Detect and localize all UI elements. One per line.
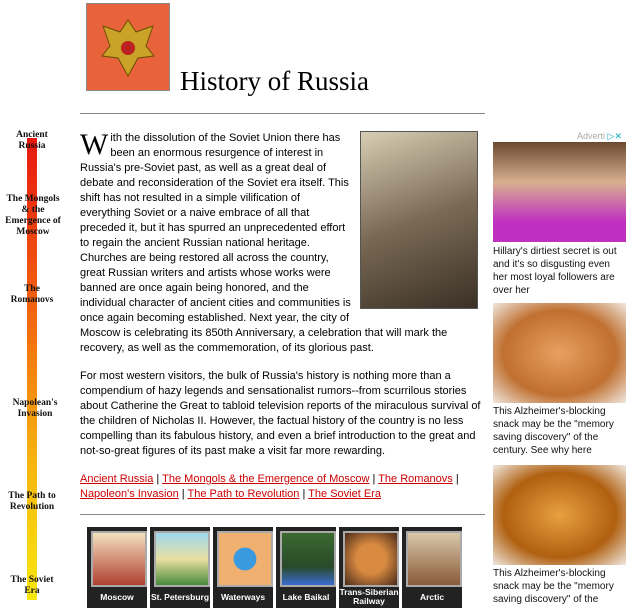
kremlin-illustration bbox=[360, 131, 478, 309]
ad-image bbox=[493, 303, 626, 403]
thumb-trans-siberian[interactable] bbox=[339, 527, 399, 608]
ad-label-text: Adverti bbox=[577, 131, 606, 141]
intro-text: ith the dissolution of the Soviet Union there has been an enormous resurgence of interest in Russia's pre-Soviet past, as well as a great deal of debate and reconsideration of the Soviet era itself. This shift has not resulted in a simple vilification of everything Soviet or a naive embrace of all that preceded it, but it has spurred an unprecedented effort to regain the ancient Russian national heritage. Churches are being restored all across the country, great Russian writers and artists whose works were banned are once again being honored, and the individual character of ancient cities and communities is once again becoming established. Next year, the city of Moscow is celebrating its 850th Anniversary, a celebration that will mark the recovery, as well as the commemoration, of its glorious past. bbox=[80, 132, 448, 354]
page-title: History of Russia bbox=[180, 66, 369, 96]
timeline-napoleon[interactable]: Napolean's Invasion bbox=[12, 398, 58, 419]
timeline-path-to-revolution[interactable]: The Path to Revolution bbox=[8, 491, 56, 512]
drop-cap: W bbox=[80, 128, 109, 161]
divider bbox=[80, 113, 485, 114]
thumbnail-row bbox=[87, 527, 486, 608]
section-links: Ancient Russia | The Mongols & the Emergence of Moscow | The Romanovs | Napoleon's Invasion | The Path to Revolution | The Soviet Era bbox=[80, 473, 459, 500]
ad-label bbox=[577, 131, 622, 142]
thumb-label: Waterways bbox=[220, 591, 266, 602]
thumb-arctic[interactable] bbox=[402, 527, 462, 608]
thumb-label: St. Petersburg bbox=[150, 591, 210, 602]
ad-item[interactable] bbox=[493, 142, 627, 297]
link-romanovs[interactable]: The Romanovs bbox=[378, 473, 453, 485]
thumb-waterways[interactable] bbox=[213, 527, 273, 608]
ad-text: This Alzheimer's-blocking snack may be the "memory saving discovery" of the bbox=[493, 568, 614, 605]
russian-emblem bbox=[86, 3, 170, 91]
adchoices-icon[interactable]: ▷ bbox=[607, 131, 615, 141]
thumb-moscow[interactable] bbox=[87, 527, 147, 608]
thumb-st-petersburg[interactable] bbox=[150, 527, 210, 608]
timeline-ancient-russia[interactable]: Ancient Russia bbox=[16, 130, 48, 151]
close-icon[interactable]: ✕ bbox=[614, 131, 622, 141]
link-napoleon[interactable]: Napoleon's Invasion bbox=[80, 488, 179, 500]
ad-image bbox=[493, 142, 626, 242]
thumb-label: Trans-Siberian Railway bbox=[339, 587, 399, 606]
link-soviet-era[interactable]: The Soviet Era bbox=[308, 488, 381, 500]
ad-text: Hillary's dirtiest secret is out and it's so disgusting even her most loyal followers are over her bbox=[493, 246, 617, 296]
link-ancient-russia[interactable]: Ancient Russia bbox=[80, 473, 154, 485]
timeline-mongols[interactable]: The Mongols & the Emergence of Moscow bbox=[5, 194, 61, 237]
link-mongols[interactable]: The Mongols & the Emergence of Moscow bbox=[162, 473, 370, 485]
main-content bbox=[80, 128, 486, 608]
link-path-to-revolution[interactable]: The Path to Revolution bbox=[187, 488, 300, 500]
thumb-label: Arctic bbox=[419, 591, 445, 602]
ad-item[interactable] bbox=[493, 303, 627, 457]
thumb-label: Lake Baikal bbox=[282, 591, 330, 602]
thumb-label: Moscow bbox=[100, 591, 134, 602]
second-paragraph: For most western visitors, the bulk of Russia's history is nothing more than a compendium of hazy legends and sensationalist rumors--from scurrilous stories about Catherine the Great to tabloid television reports of the miraculous survival of the children of Nicholas II. However, the factual history of the country is no less compelling than its fabulous history, and even a brief introduction to the great and not-so-great figures of its past make a visit far more rewarding. bbox=[80, 370, 481, 457]
ad-item[interactable] bbox=[493, 465, 627, 606]
divider bbox=[80, 514, 485, 515]
timeline-soviet-era[interactable]: The Soviet Era bbox=[10, 575, 54, 596]
ad-image bbox=[493, 465, 626, 565]
thumb-lake-baikal[interactable] bbox=[276, 527, 336, 608]
timeline-romanovs[interactable]: The Romanovs bbox=[10, 284, 54, 305]
ad-text: This Alzheimer's-blocking snack may be the "memory saving discovery" of the century. See why here bbox=[493, 406, 614, 456]
